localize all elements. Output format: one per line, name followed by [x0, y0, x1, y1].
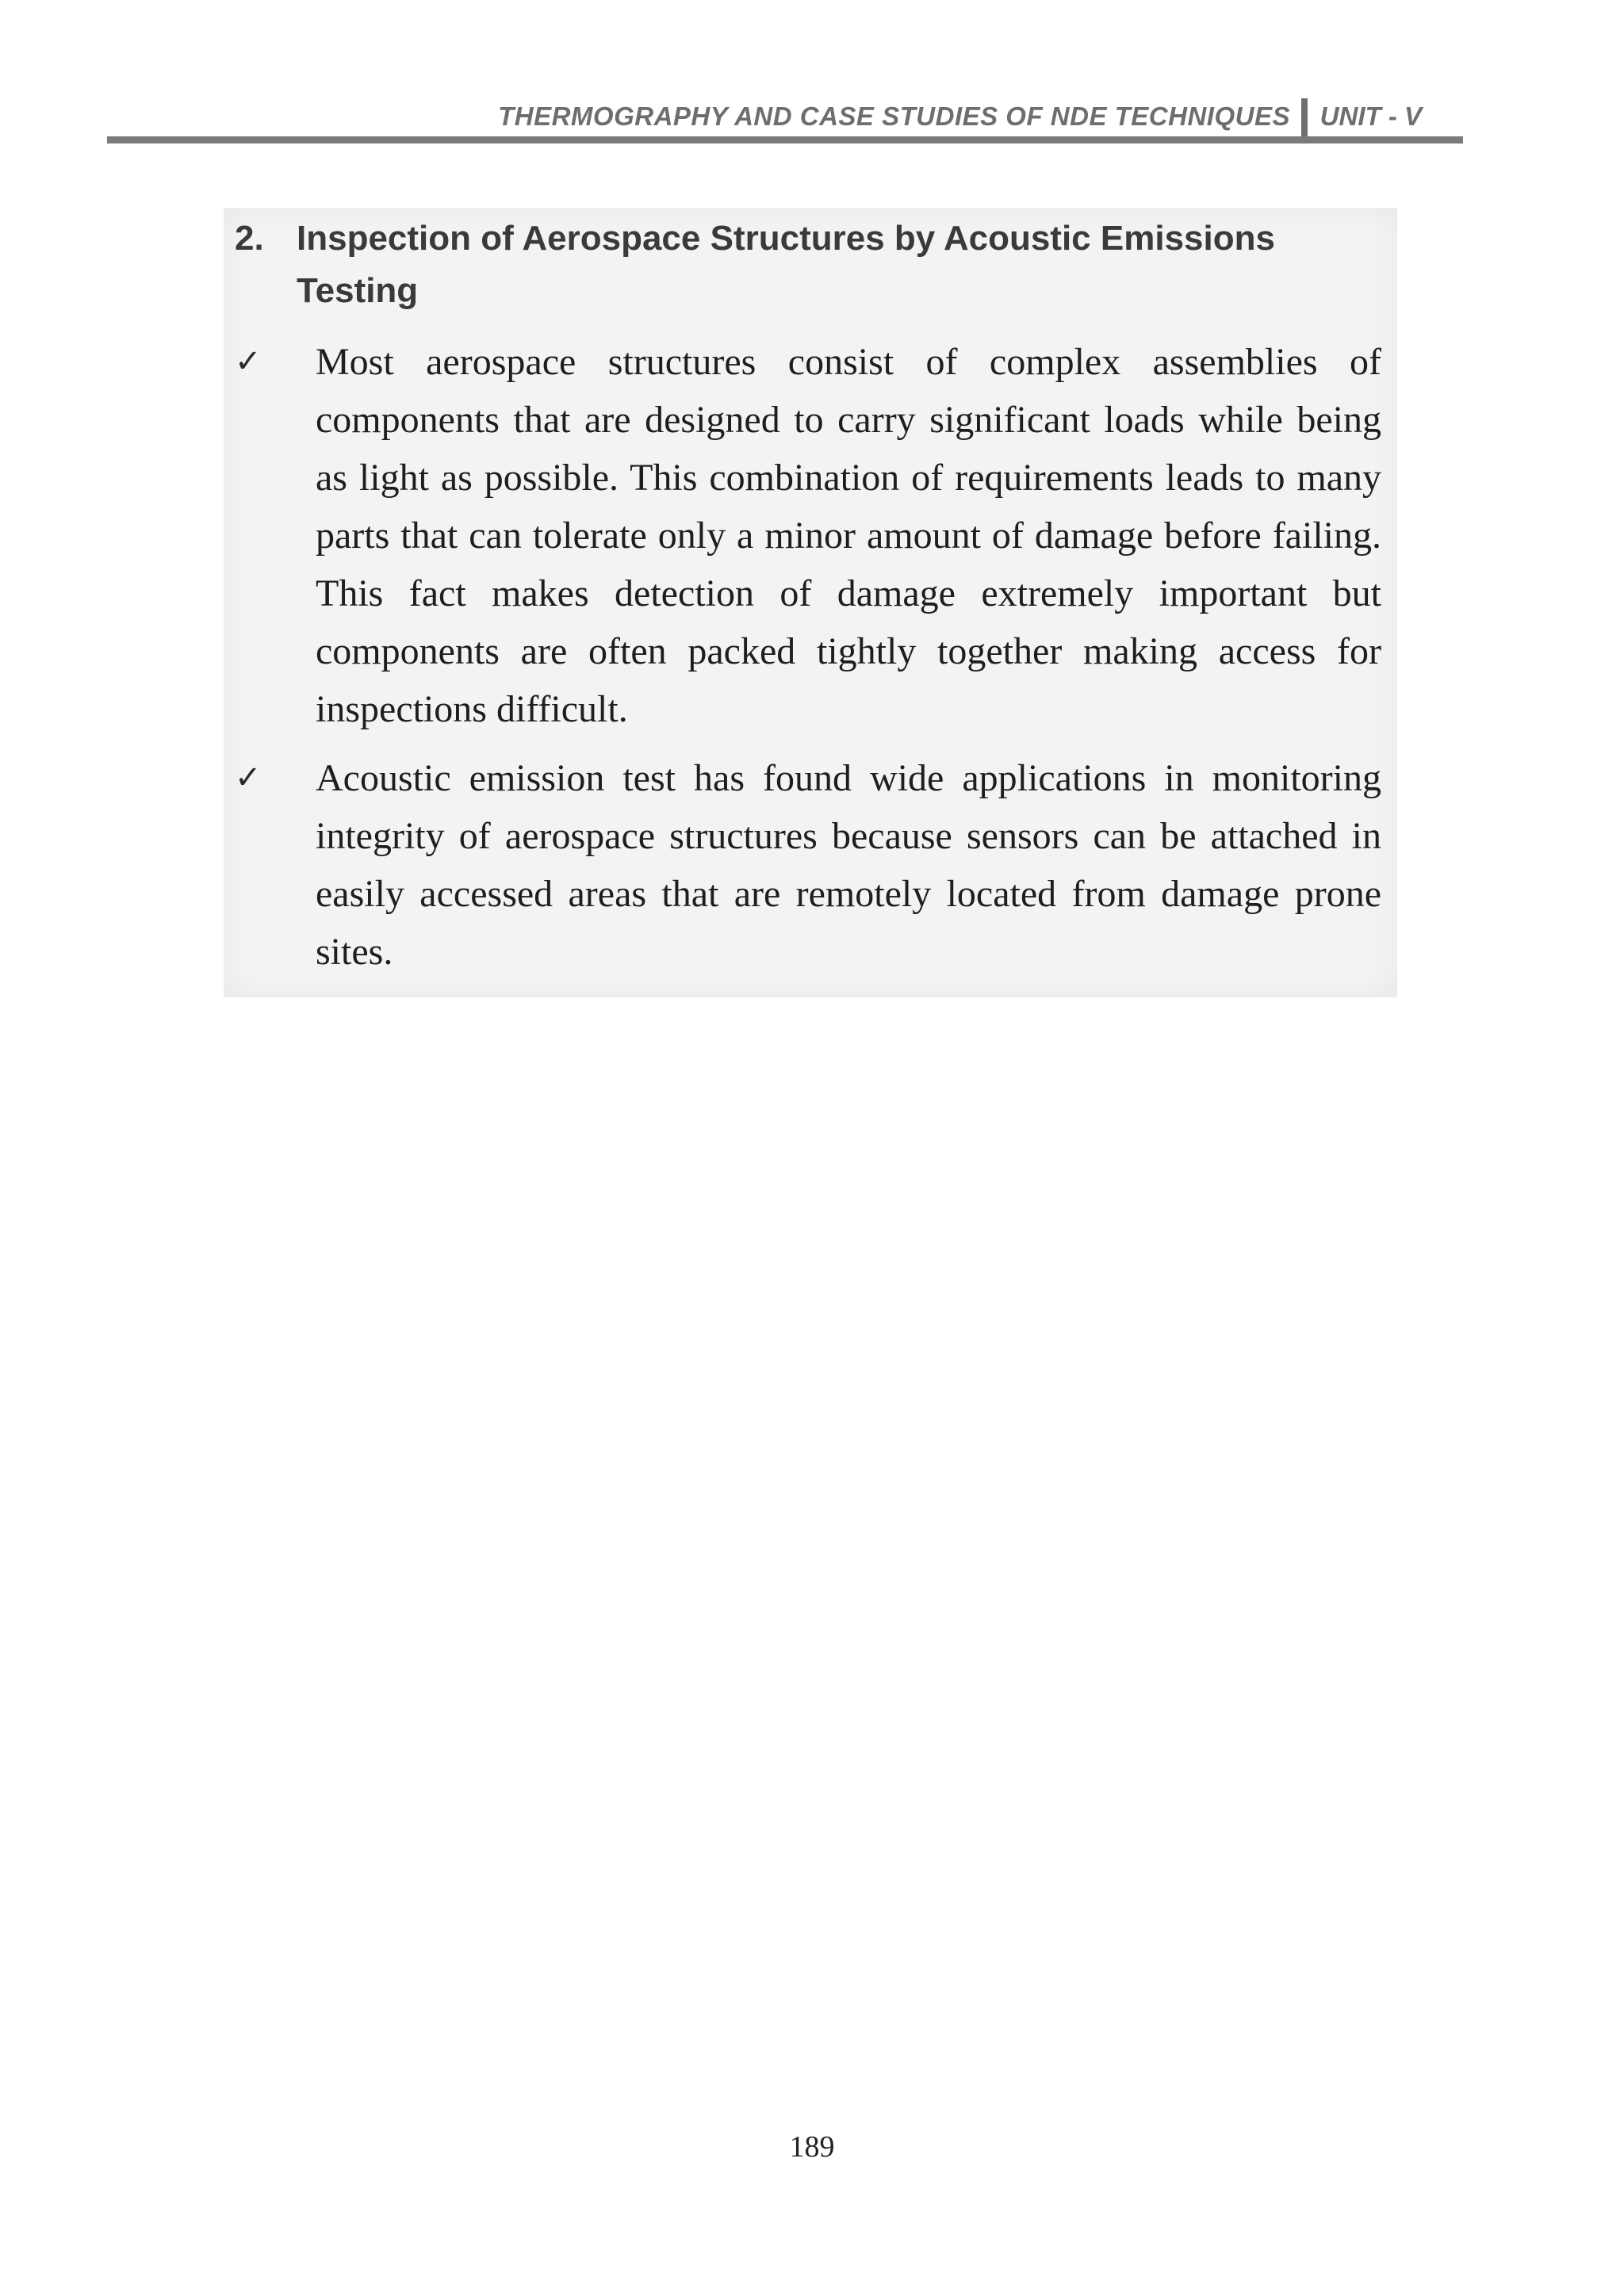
header-rule: [107, 136, 1463, 144]
running-header: [107, 94, 1463, 141]
header-title: THERMOGRAPHY AND CASE STUDIES OF NDE TECHNIQUES: [498, 101, 1290, 131]
list-item-text: Acoustic emission test has found wide applications in monitoring integrity of aerospace structures because sensors can be attached in easily accessed areas that are remotely located from damage prone sites.: [316, 757, 1381, 973]
section-number: 2.: [235, 219, 264, 258]
section-heading: [235, 212, 1392, 317]
list-item: [235, 333, 1381, 738]
list-item-text: Most aerospace structures consist of complex assemblies of components that are designed to carry significant loads while being as light as possible. This combination of requirements leads to many parts that can tolerate only a minor amount of damage before failing. This fact makes detection of damage extremely important but components are often packed tightly together making access for inspections difficult.: [316, 341, 1381, 730]
check-icon: ✓: [235, 343, 262, 380]
header-unit: UNIT - V: [1320, 101, 1422, 131]
page-number: 189: [789, 2130, 835, 2164]
section-title: Inspection of Aerospace Structures by Acoustic Emissions Testing: [297, 219, 1275, 310]
list-item: [235, 749, 1381, 981]
check-icon: ✓: [235, 760, 262, 796]
header-separator: [1301, 98, 1308, 138]
